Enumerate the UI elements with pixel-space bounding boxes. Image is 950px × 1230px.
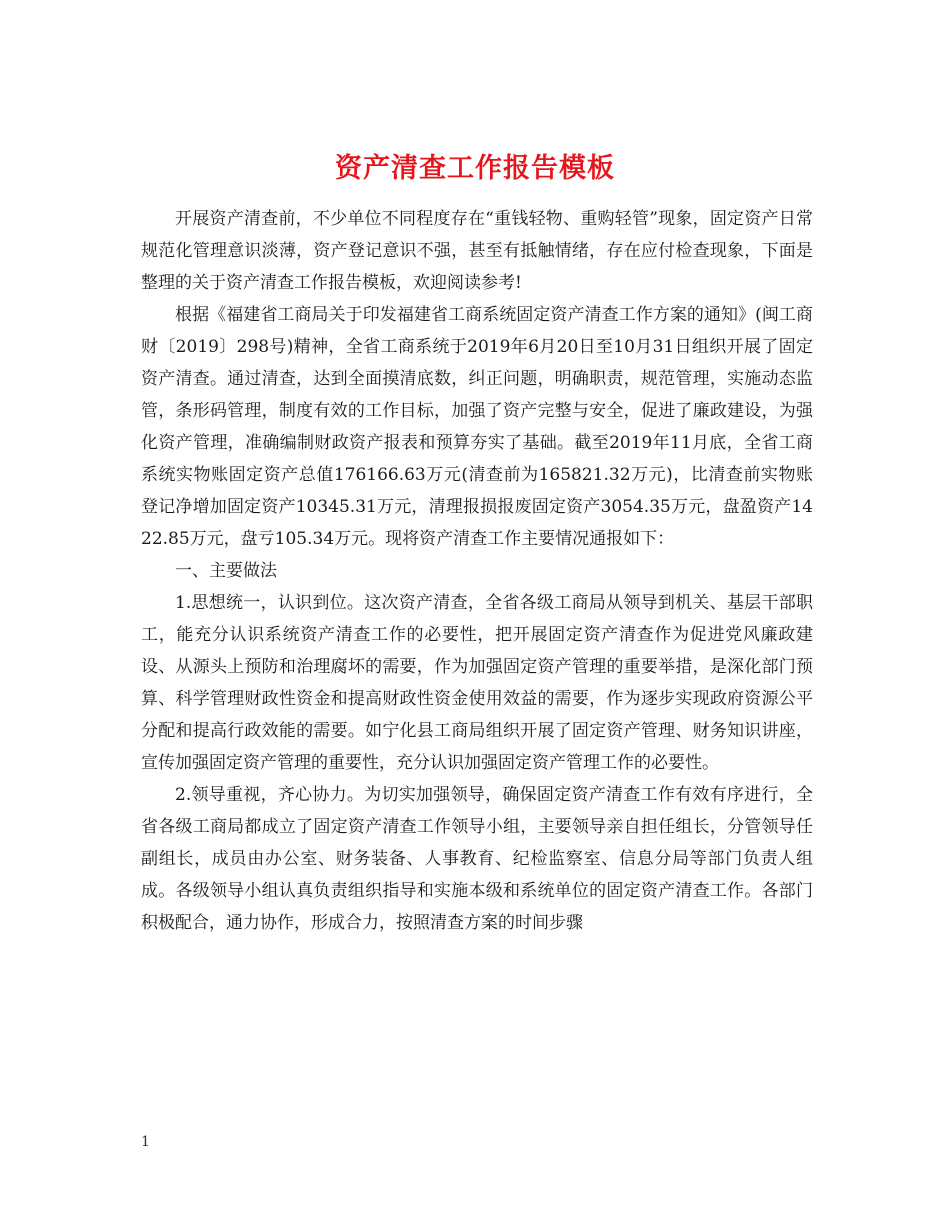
- page-number: 1: [141, 1134, 150, 1150]
- section-heading-main-methods: 一、主要做法: [175, 561, 277, 581]
- document-title: 资产清查工作报告模板: [335, 153, 615, 185]
- paragraph-background: 根据《福建省工商局关于印发福建省工商系统固定资产清查工作方案的通知》(闽工商财〔2019〕298号)精神，全省工商系统于2019年6月20日至10月31日组织开展了固定资产清查。通过清查，达到全面摸清底数，纠正问题，明确职责，规范管理，实施动态监管，条形码管理，制度有效的工作目标，加强了资产完整与安全，促进了廉政建设，为强化资产管理，准确编制财政资产报表和预算夯实了基础。截至2019年11月底，全省工商系统实物账固定资产总值176166.63万元(清查前为165821.32万元)，比清查前实物账登记净增加固定资产10345.31万元，清理报损报废固定资产3054.35万元，盘盈资产1422.85万元，盘亏105.34万元。现将资产清查工作主要情况通报如下：: [141, 305, 813, 549]
- paragraph-point-1: 1.思想统一，认识到位。这次资产清查，全省各级工商局从领导到机关、基层干部职工，能充分认识系统资产清查工作的必要性，把开展固定资产清查作为促进党风廉政建设、从源头上预防和治理腐坏的需要，作为加强固定资产管理的重要举措，是深化部门预算、科学管理财政性资金和提高财政性资金使用效益的需要，作为逐步实现政府资源公平分配和提高行政效能的需要。如宁化县工商局组织开展了固定资产管理、财务知识讲座，宣传加强固定资产管理的重要性，充分认识加强固定资产管理工作的必要性。: [141, 593, 813, 773]
- document-body: [141, 203, 813, 939]
- paragraph-point-2: 2.领导重视，齐心协力。为切实加强领导，确保固定资产清查工作有效有序进行，全省各级工商局都成立了固定资产清查工作领导小组，主要领导亲自担任组长，分管领导任副组长，成员由办公室、财务装备、人事教育、纪检监察室、信息分局等部门负责人组成。各级领导小组认真负责组织指导和实施本级和系统单位的固定资产清查工作。各部门积极配合，通力协作，形成合力，按照清查方案的时间步骤: [141, 785, 813, 933]
- paragraph-intro: 开展资产清查前，不少单位不同程度存在“重钱轻物、重购轻管”现象，固定资产日常规范化管理意识淡薄，资产登记意识不强，甚至有抵触情绪，存在应付检查现象，下面是整理的关于资产清查工作报告模板，欢迎阅读参考!: [141, 209, 813, 293]
